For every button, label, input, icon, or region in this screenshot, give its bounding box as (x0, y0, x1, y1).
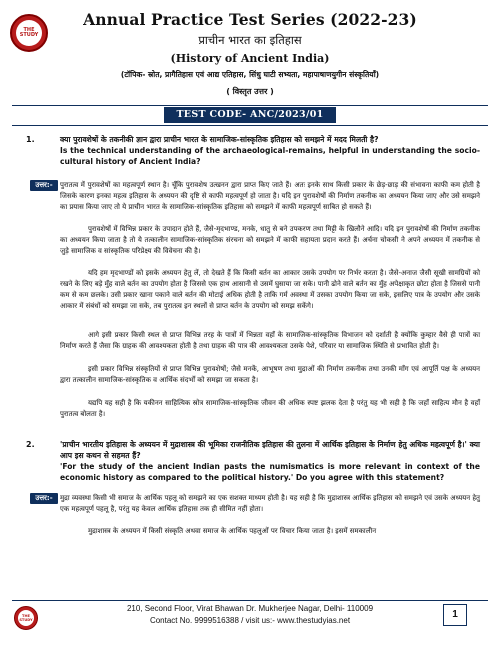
answer-paragraph: आगे इसी प्रकार किसी स्थल से प्राप्त विभिन्न तरह के पात्रों में भिन्नता वहाँ के सामाजिक-सांस्कृतिक विभाजन को दर्शाती है क्योंकि कुम्हार वैसे ही पात्रों का निर्माण करते हैं जैसा कि ग्राहक की आवश्यकता होती है तथा ग्राहक की पात्र की आवश्यकता उसके पेशे, परिवार या सामाजिक स्थिति से प्रभावित होती है। (60, 331, 480, 350)
answer-paragraph: यद्यपि यह सही है कि यकीनन साहित्यिक स्रोत्र सामाजिक-सांस्कृतिक जीवन की अधिक स्पष्ट झलक देता है परंतु यह भी सही है कि जहाँ साहित्य मौन है वहाँ पुरातत्व बोलता है। (60, 399, 480, 418)
study-logo-text: THE STUDY (16, 20, 42, 46)
question-english: Is the technical understanding of the archaeological-remains, helpful in understanding the socio-cultural history of Ancient India? (60, 146, 480, 166)
answer-type-label: ( विस्तृत उत्तर ) (226, 87, 274, 96)
answer-label: उत्तर:- (30, 493, 58, 504)
answer-paragraph: पुरावशेषों में विभिन्न प्रकार के उपादान होते हैं, जैसे-मृदभाण्ड, मनके, धातु से बने उपकरण तथा मिट्टी के खिलौने आदि। यदि इन पुरावशेषों की निर्माण तकनीक का अध्ययन किया जाता है तो ये तत्कालीन सामाजिक-सांस्कृतिक संरचना को समझने में काफी सहायता प्रदान करते हैं। अर्चना चोकसी ने अपने अध्ययन में तकनीक से जुड़े सामाजिक व सांस्कृतिक परिप्रेक्ष्य की विवेचना की है। (60, 225, 480, 255)
answer-paragraph: यदि हम मृदभाण्डों को इसके अध्ययन हेतु लें, तो देखते हैं कि किसी बर्तन का आकार उसके उपयोग पर निर्भर करता है। जैसे-अनाज जैसी सूखी सामग्रियों को रखने के लिए बड़े मुँह वाले बर्तन का उपयोग होता है जिससे एक हाथ आसानी से उसमें घुसाया जा सके। पानी ढोने वाले बर्तन का मुँह अपेक्षाकृत छोटा होता है जिससे पानी कम से कम छलके। उसी प्रकार खाना पकाने वाले बर्तन की मोटाई अधिक होती है ताकि गर्म अवस्था में उसका उपयोग किया जा सके, इसलिए पात्र के उपयोग और उसके आकार में संबंधों को समझा जा सके, तब पुरातत्व इन स्थलों से प्राप्त बर्तन के उपयोग को समझ सकेंगे। (60, 269, 480, 310)
footer-logo-text: THE STUDY (18, 610, 34, 626)
answer-paragraph: मुद्रा व्यवस्था किसी भी समाज के आर्थिक पहलू को समझने का एक सशक्त माध्यम होती है। यह सही है कि मुद्राशास्त्र आर्थिक इतिहास को समझने एवं उसके अध्ययन हेतु एक महत्वपूर्ण पहलू है, परंतु यह केवल आर्थिक इतिहास तक ही सीमित नहीं होता। (60, 494, 480, 513)
answer-label: उत्तर:- (30, 180, 58, 191)
page-number: 1 (443, 604, 467, 626)
footer-address: 210, Second Floor, Virat Bhawan Dr. Mukherjee Nagar, Delhi- 110009 (126, 604, 374, 613)
subtitle-english: (History of Ancient India) (170, 52, 330, 65)
question-english: 'For the study of the ancient Indian pasts the numismatics is more relevant in context of the economic history as compared to the political history.' Do you agree with this statement? (60, 462, 480, 482)
footer-divider (12, 600, 488, 601)
question-hindi: 'प्राचीन भारतीय इतिहास के अध्ययन में मुद्राशास्त्र की भूमिका राजनीतिक इतिहास की तुलना में आर्थिक इतिहास के निर्माण हेतु अधिक महत्वपूर्ण है।' क्या आप इस कथन से सहमत हैं? (60, 440, 480, 460)
question-number: 1. (26, 135, 35, 144)
topics-line: (टॉपिक- स्रोत, प्रागैतिहास एवं आद्य एतिहास, सिंधु घाटी सभ्यता, महापाषाणयुगीन संस्कृतियाँ) (120, 70, 380, 79)
footer-contact[interactable]: Contact No. 9999516388 / visit us:- www.thestudyias.net (149, 616, 351, 625)
test-code-banner: TEST CODE- ANC/2023/01 (164, 107, 336, 123)
page-title: Annual Practice Test Series (2022-23) (83, 10, 417, 29)
answer-paragraph: पुरातत्व में पुरावशेषों का महत्वपूर्ण स्थान है। चूँकि पुरावशेष उत्खनन द्वारा प्राप्त किए जाते हैं। अतः इनके साथ किसी प्रकार के छेड़-छाड़ की संभावना काफी कम होती है जिसके कारण इनका महत्व इतिहास के अध्ययन की दृष्टि से काफी महत्वपूर्ण हो जाता है। यदि इन पुरावशेषों की निर्माण तकनीक का अध्ययन किया जाए और उसे समझने का प्रयास किया जाए तो ये प्राचीन भारत के सामाजिक-सांस्कृतिक इतिहास को समझने में काफी महत्वपूर्ण साबित हो सकते हैं। (60, 181, 480, 211)
header-divider-bottom (12, 125, 488, 126)
header-divider-top (12, 105, 488, 106)
question-hindi: क्या पुरावशेषों के तकनीकी ज्ञान द्वारा प्राचीन भारत के सामाजिक-सांस्कृतिक इतिहास को समझने में मदद मिलती है? (60, 135, 379, 144)
question-number: 2. (26, 440, 35, 449)
subtitle-hindi: प्राचीन भारत का इतिहास (198, 33, 302, 47)
answer-paragraph: मुद्राशास्त्र के अध्ययन में किसी संस्कृति अथवा समाज के आर्थिक पहलुओं पर विचार किया जाता है। इसमें समकालीन (88, 527, 377, 535)
answer-paragraph: इसी प्रकार विभिन्न संस्कृतियों से प्राप्त विभिन्न पुरावशेषों; जैसे मनकें, आभूषण तथा मुद्राओं की निर्माण तकनीक तथा उनकी माँग एवं आपूर्ति पक्ष के अध्ययन द्वारा तत्कालीन सामाजिक-सांस्कृतिक व आर्थिक संदर्भों को समझा जा सकता है। (60, 365, 480, 384)
